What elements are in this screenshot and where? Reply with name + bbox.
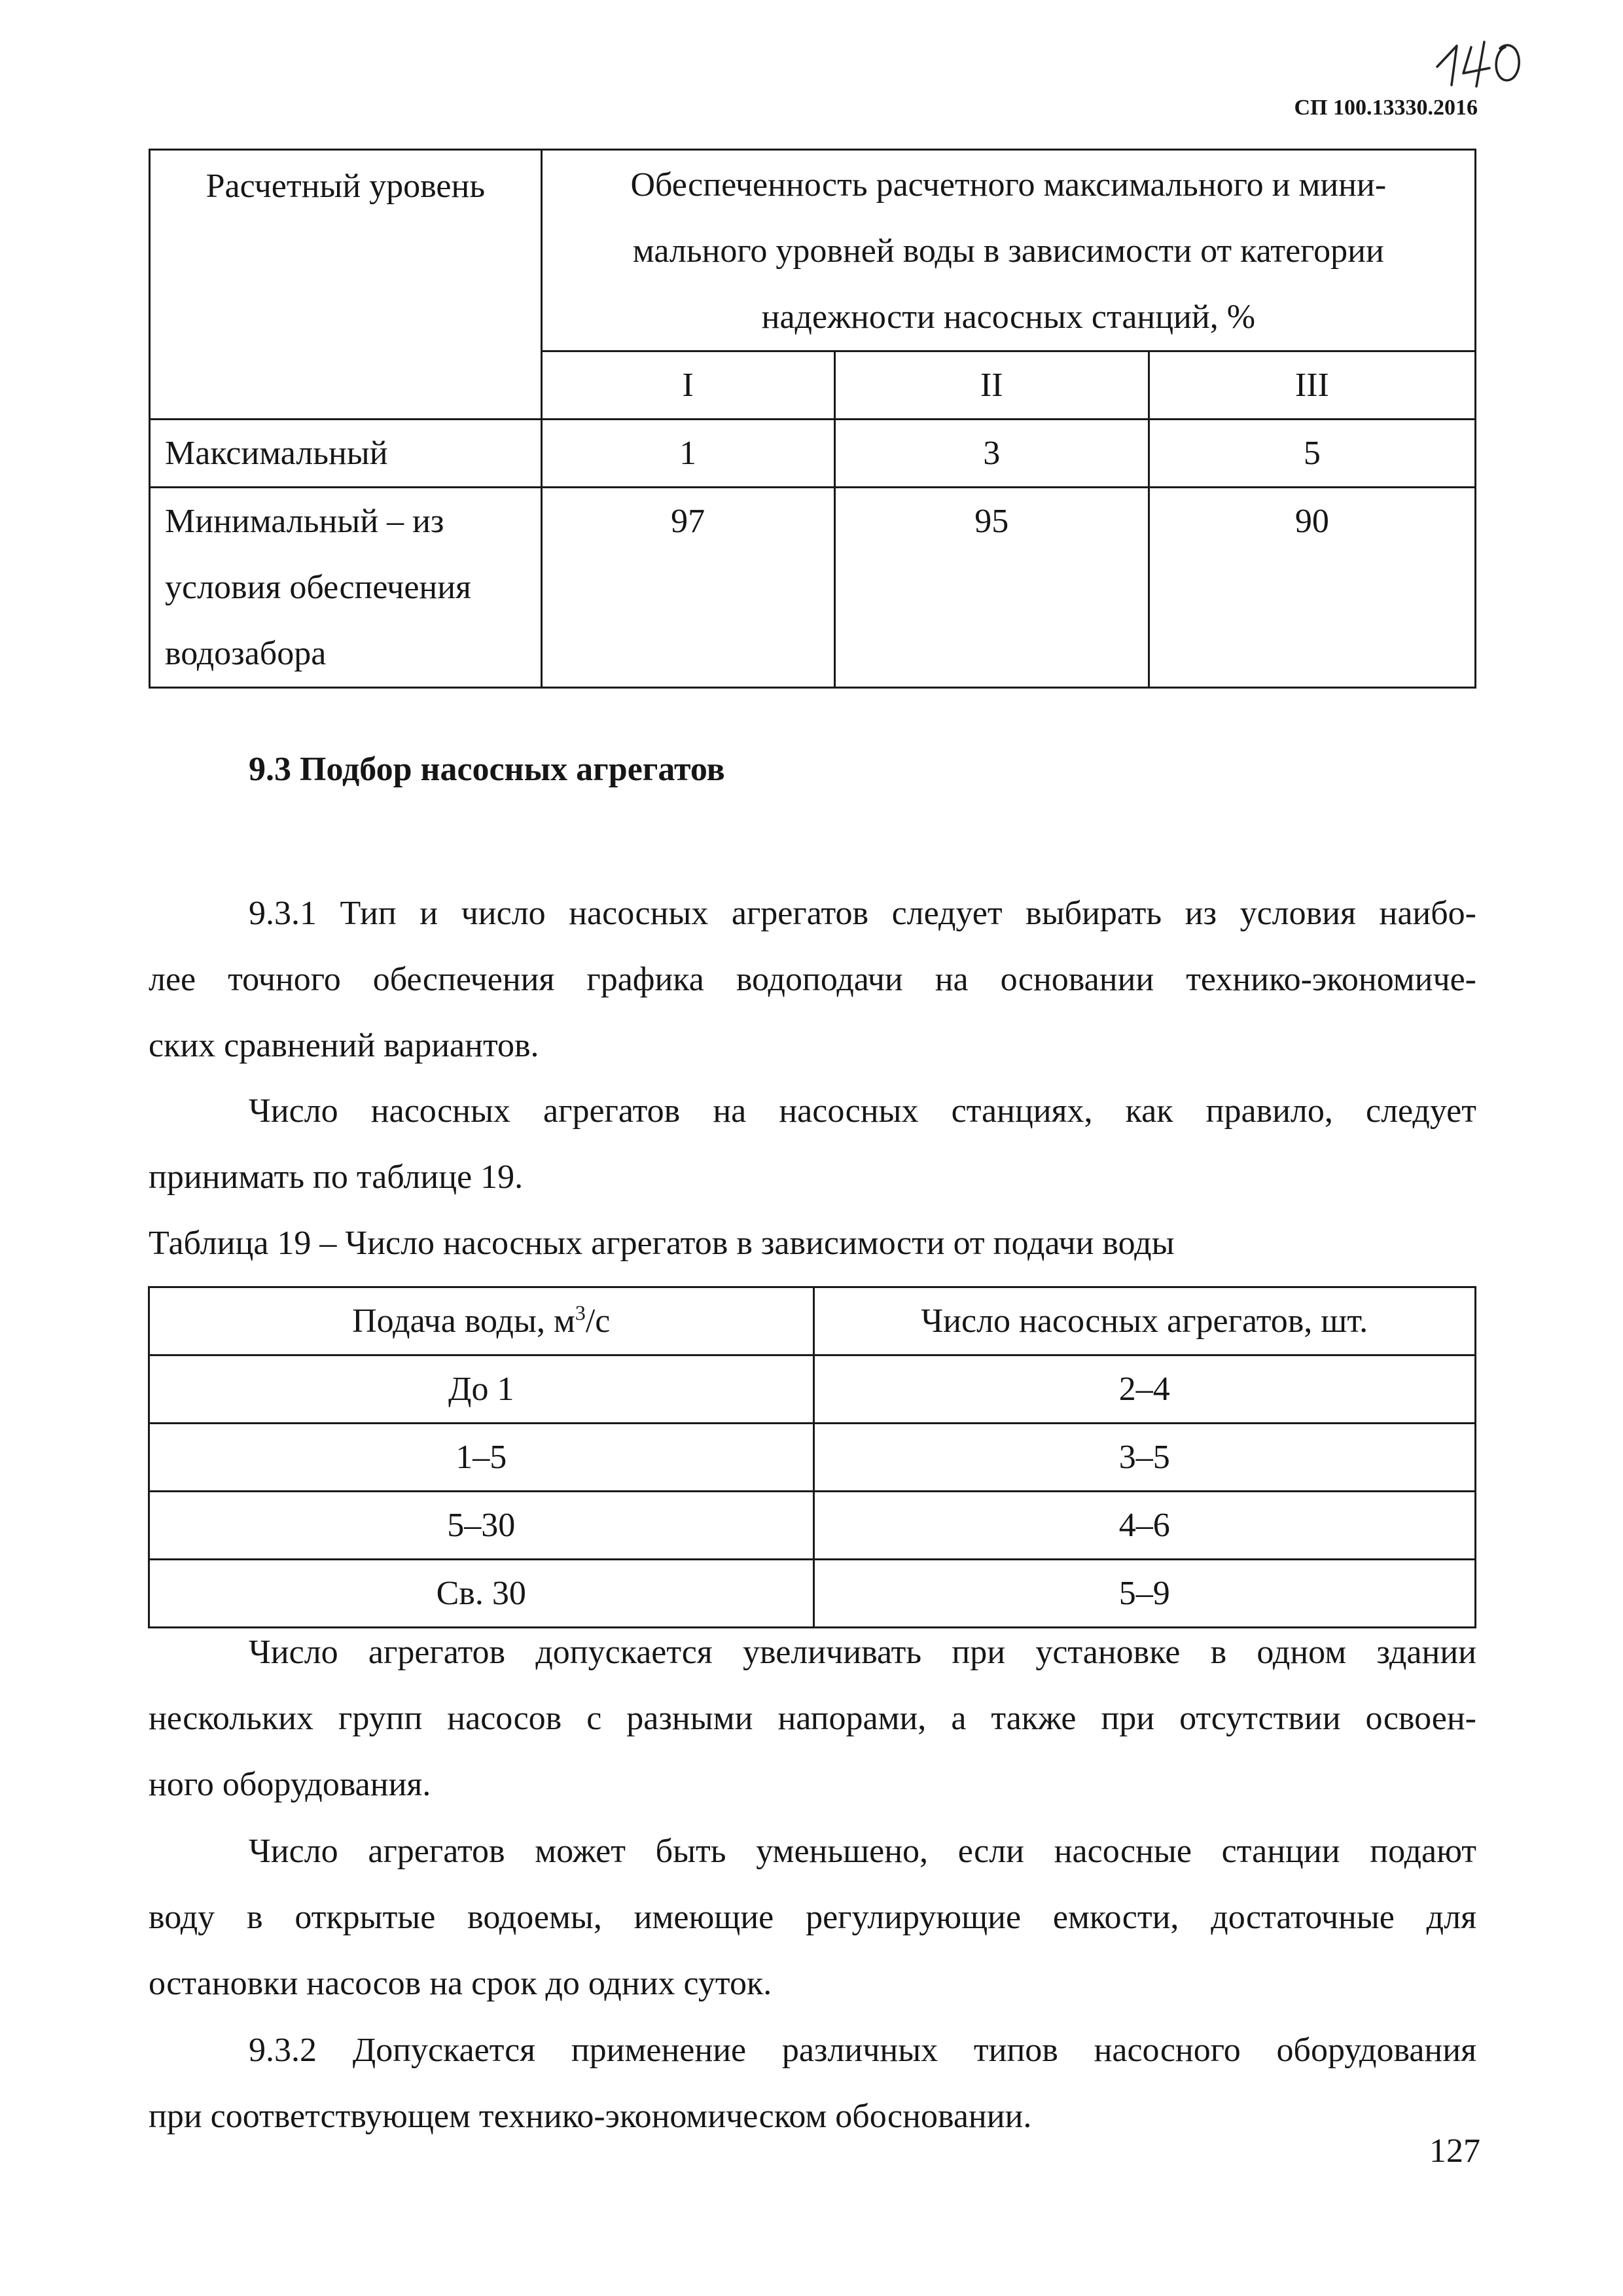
text-line: нескольких групп насосов с разными напорами, а также при отсутствии освоен- (149, 1700, 1476, 1737)
page-number: 127 (1429, 2132, 1480, 2170)
text-line: принимать по таблице 19. (149, 1158, 524, 1196)
paragraph-increase (149, 1619, 1476, 1818)
header-water-supply: Подача воды, $м^3/с$ (149, 1287, 814, 1355)
reliability-table (149, 149, 1476, 689)
table-cell: 2–4 (813, 1355, 1476, 1424)
category-header: I (541, 351, 834, 420)
header-group-line: мального уровней воды в зависимости от категории (632, 232, 1384, 270)
text-line: остановки насосов на срок до одних суток. (149, 1965, 772, 2002)
row-label-line: условия обеспечения (165, 569, 471, 606)
text-line: Число агрегатов может быть уменьшено, если насосные станции подают (249, 1833, 1476, 1870)
document-code: СП 100.13330.2016 (1294, 96, 1478, 120)
table-cell: 1 (541, 420, 834, 488)
text-line: Число насосных агрегатов на насосных станциях, как правило, следует (249, 1092, 1476, 1130)
row-label-line: Минимальный – из (165, 503, 444, 540)
text-line: 9.3.2 Допускается применение различных типов насосного оборудования (249, 2032, 1476, 2069)
table-caption: Таблица 19 – Число насосных агрегатов в зависимости от подачи воды (149, 1225, 1175, 1262)
table-cell: 3–5 (813, 1424, 1476, 1492)
text-line: 9.3.1 Тип и число насосных агрегатов следует выбирать из условия наибо- (249, 895, 1476, 932)
category-header: II (834, 351, 1149, 420)
table-cell: 5–9 (813, 1560, 1476, 1628)
table-cell: 95 (834, 488, 1149, 688)
paragraph-table-reference (149, 1078, 1476, 1210)
paragraph-9-3-2 (149, 2017, 1476, 2149)
table-row (149, 1560, 1476, 1628)
table-row (149, 1492, 1476, 1560)
header-design-level: Расчетный уровень (150, 150, 542, 420)
header-group-line: надежности насосных станций, % (761, 298, 1256, 336)
pump-count-table (148, 1286, 1476, 1628)
table-cell: 97 (541, 488, 834, 688)
table-row (150, 488, 1476, 688)
text-line: ного оборудования. (149, 1766, 431, 1803)
paragraph-decrease (149, 1818, 1476, 2017)
header-pump-count: Число насосных агрегатов, шт. (813, 1287, 1476, 1355)
table-cell: 3 (834, 420, 1149, 488)
table-row (149, 1355, 1476, 1424)
table-row (149, 1424, 1476, 1492)
table-cell: 5 (1149, 420, 1475, 488)
text-line: ских сравнений вариантов. (149, 1027, 539, 1064)
section-heading: 9.3 Подбор насосных агрегатов (249, 751, 725, 788)
table-cell: 1–5 (149, 1424, 814, 1492)
category-header: III (1149, 351, 1475, 420)
row-label (150, 488, 542, 688)
table-header-row (149, 1287, 1476, 1355)
header-reliability-group (541, 150, 1475, 351)
table-cell: До 1 (149, 1355, 814, 1424)
row-label-line: водозабора (165, 635, 327, 672)
table-row (150, 420, 1476, 488)
row-label: Максимальный (150, 420, 542, 488)
text-line: воду в открытые водоемы, имеющие регулирующие емкости, достаточные для (149, 1899, 1476, 1936)
table-cell: 4–6 (813, 1492, 1476, 1560)
text-line: лее точного обеспечения графика водоподачи на основании технико-экономиче- (149, 961, 1476, 998)
text-line: Число агрегатов допускается увеличивать при установке в одном здании (249, 1634, 1476, 1671)
table-cell: Св. 30 (149, 1560, 814, 1628)
table-cell: 90 (1149, 488, 1475, 688)
table-cell: 5–30 (149, 1492, 814, 1560)
handwritten-page-number (1432, 27, 1530, 90)
header-group-line: Обеспеченность расчетного максимального и мини- (630, 166, 1387, 204)
text-line: при соответствующем технико-экономическом обосновании. (149, 2098, 1032, 2135)
paragraph-9-3-1 (149, 880, 1476, 1079)
